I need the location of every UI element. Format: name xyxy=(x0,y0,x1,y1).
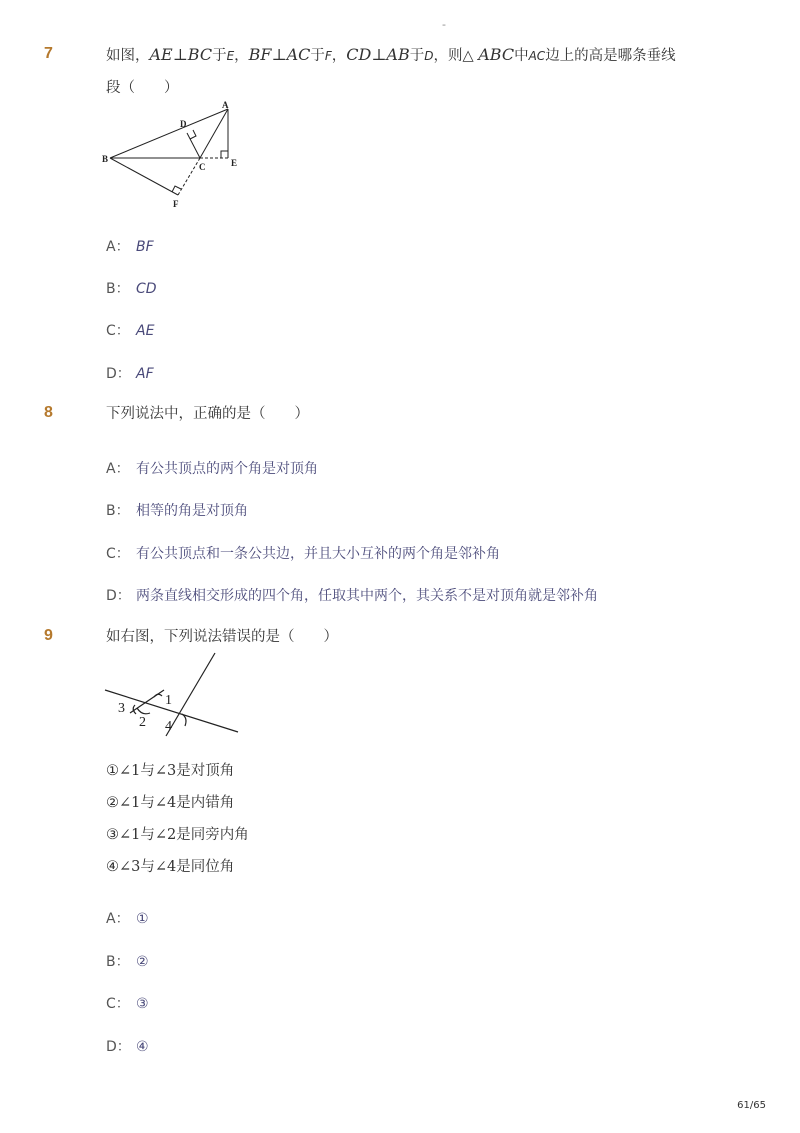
segment-ab xyxy=(110,109,228,158)
option-label: A： xyxy=(106,461,130,477)
option-label: B： xyxy=(106,503,130,519)
stem-text: 如图， xyxy=(106,48,150,64)
option-value: ③ xyxy=(136,996,149,1012)
stem-text: 于 xyxy=(409,48,425,64)
statement-1 xyxy=(106,759,234,780)
option-value: 有公共顶点的两个角是对顶角 xyxy=(136,461,318,477)
stem-text: ， xyxy=(234,48,249,64)
stem-text: 于 xyxy=(310,48,325,64)
stem-text: 边上的高是哪条垂线 xyxy=(545,48,676,64)
question-7-stem-line2: 段（ ） xyxy=(106,80,179,96)
stem-text: 于 xyxy=(212,48,227,64)
angle-label-1: 1 xyxy=(165,693,172,708)
option-value: AE xyxy=(136,323,155,339)
option-value: ④ xyxy=(136,1039,149,1055)
option-label: D： xyxy=(106,366,131,382)
top-mark: - xyxy=(442,18,446,31)
question-number-9: 9 xyxy=(44,627,53,644)
line-left xyxy=(130,690,164,713)
angles-figure xyxy=(100,650,245,740)
option-value: 两条直线相交形成的四个角，任取其中两个，其关系不是对顶角就是邻补角 xyxy=(136,588,598,604)
option-c[interactable] xyxy=(106,320,154,340)
option-b[interactable] xyxy=(106,500,248,520)
option-b[interactable] xyxy=(106,278,157,298)
stem-math: F xyxy=(324,49,332,63)
statement-text: 是同位角 xyxy=(176,859,235,875)
line-right xyxy=(166,653,215,736)
option-b[interactable] xyxy=(106,951,149,971)
right-angle-mark-e xyxy=(221,151,228,158)
statement-expr: ∠1与∠4 xyxy=(119,795,177,811)
stem-math: ABC xyxy=(478,45,515,64)
segment-cf-dashed xyxy=(178,158,200,195)
stem-math: AC xyxy=(528,49,546,63)
question-number-8: 8 xyxy=(44,404,53,421)
right-angle-mark-d xyxy=(190,130,196,139)
angle-label-4: 4 xyxy=(165,719,172,734)
option-value: CD xyxy=(136,281,157,297)
question-8-stem: 下列说法中，正确的是（ ） xyxy=(106,406,309,422)
angle-label-3: 3 xyxy=(118,701,125,716)
question-9-stem: 如右图，下列说法错误的是（ ） xyxy=(106,629,338,645)
option-label: B： xyxy=(106,281,130,297)
statement-2 xyxy=(106,791,234,812)
statement-3 xyxy=(106,823,249,844)
right-angle-mark-f xyxy=(172,186,181,192)
stem-math: BF⊥AC xyxy=(248,45,311,64)
option-c[interactable] xyxy=(106,993,149,1013)
label-f: F xyxy=(173,199,179,209)
label-a: A xyxy=(222,100,229,110)
statement-mark: ④ xyxy=(106,859,119,875)
option-d[interactable] xyxy=(106,363,154,383)
option-value: 相等的角是对顶角 xyxy=(136,503,248,519)
stem-math: E xyxy=(226,49,235,63)
stem-text: ，则△ xyxy=(433,48,479,64)
statement-expr: ∠1与∠3 xyxy=(119,763,177,779)
stem-math: AE⊥BC xyxy=(149,45,213,64)
option-value: BF xyxy=(136,239,154,255)
statement-mark: ② xyxy=(106,795,119,811)
question-7-stem xyxy=(106,45,676,66)
option-c[interactable] xyxy=(106,543,500,563)
option-label: D： xyxy=(106,1039,131,1055)
stem-text: 中 xyxy=(514,48,529,64)
option-d[interactable] xyxy=(106,585,598,605)
option-value: ② xyxy=(136,954,149,970)
statement-text: 是同旁内角 xyxy=(176,827,249,843)
option-a[interactable] xyxy=(106,458,318,478)
stem-text: ， xyxy=(331,48,347,64)
option-label: C： xyxy=(106,546,130,562)
option-label: B： xyxy=(106,954,130,970)
stem-math: D xyxy=(424,49,434,63)
option-a[interactable] xyxy=(106,908,149,928)
option-label: D： xyxy=(106,588,131,604)
option-value: 有公共顶点和一条公共边，并且大小互补的两个角是邻补角 xyxy=(136,546,500,562)
label-b: B xyxy=(102,154,109,164)
option-label: C： xyxy=(106,323,130,339)
statement-mark: ③ xyxy=(106,827,119,843)
label-d: D xyxy=(180,119,187,129)
statement-4 xyxy=(106,855,234,876)
segment-bf xyxy=(110,158,178,195)
label-c: C xyxy=(199,162,206,172)
option-label: A： xyxy=(106,239,130,255)
option-label: A： xyxy=(106,911,130,927)
statement-mark: ① xyxy=(106,763,119,779)
option-label: C： xyxy=(106,996,130,1012)
statement-text: 是内错角 xyxy=(176,795,235,811)
statement-text: 是对顶角 xyxy=(176,763,235,779)
statement-expr: ∠3与∠4 xyxy=(119,859,177,875)
option-a[interactable] xyxy=(106,236,154,256)
statement-expr: ∠1与∠2 xyxy=(119,827,177,843)
option-value: ① xyxy=(136,911,149,927)
question-number-7: 7 xyxy=(44,45,53,62)
angle-label-2: 2 xyxy=(139,715,146,730)
option-d[interactable] xyxy=(106,1036,149,1056)
triangle-figure xyxy=(100,100,250,212)
option-value: AF xyxy=(136,366,154,382)
stem-math: CD⊥AB xyxy=(346,45,410,64)
angle-arc-2 xyxy=(137,708,150,714)
page-number: 61/65 xyxy=(737,1100,766,1111)
label-e: E xyxy=(231,158,238,168)
